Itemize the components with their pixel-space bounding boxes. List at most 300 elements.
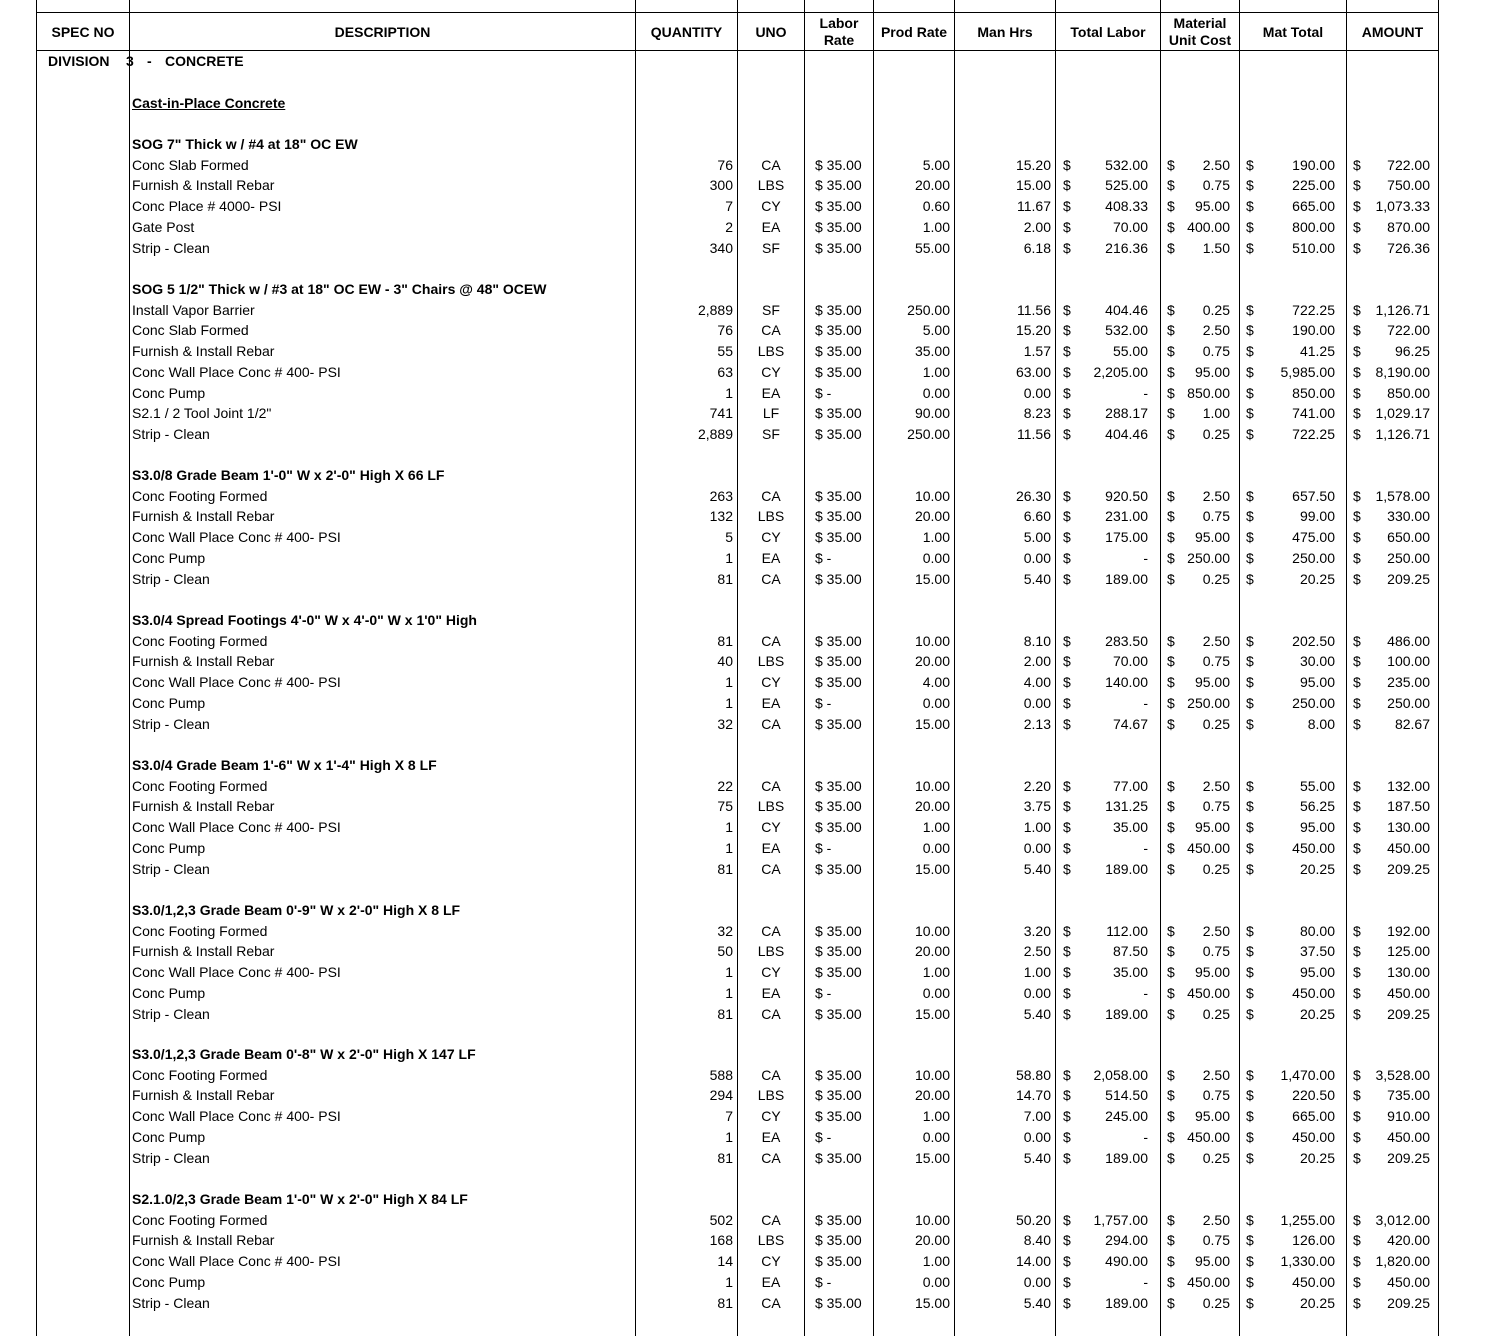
amount-dollar-sign: $	[1353, 716, 1361, 732]
mat-unit-cost-cell: 0.25	[1202, 571, 1230, 587]
line-item-description: Strip - Clean	[132, 1150, 210, 1166]
amount-dollar-sign: $	[1353, 695, 1361, 711]
mat-total-dollar-sign: $	[1246, 302, 1254, 318]
uno-cell: CA	[761, 1150, 781, 1166]
quantity-cell: 2,889	[697, 302, 733, 318]
labor-rate-cell: $ 35.00	[815, 1067, 862, 1083]
mat-unit-cost-cell: 95.00	[1194, 198, 1230, 214]
man-hrs-cell: 0.00	[1023, 840, 1051, 856]
amount-dollar-sign: $	[1353, 219, 1361, 235]
amount-dollar-sign: $	[1353, 550, 1361, 566]
mat-unit-cost-dollar-sign: $	[1167, 923, 1175, 939]
total-labor-cell: 231.00	[1105, 508, 1148, 524]
amount-cell: 1,126.71	[1375, 426, 1430, 442]
mat-total-cell: 510.00	[1292, 240, 1335, 256]
amount-dollar-sign: $	[1353, 240, 1361, 256]
amount-cell: 450.00	[1387, 1274, 1430, 1290]
quantity-cell: 1	[725, 550, 733, 566]
mat-unit-cost-dollar-sign: $	[1167, 322, 1175, 338]
mat-unit-cost-cell: 450.00	[1187, 985, 1230, 1001]
total-labor-dollar-sign: $	[1063, 219, 1071, 235]
amount-dollar-sign: $	[1353, 633, 1361, 649]
uno-cell: CY	[761, 198, 781, 214]
labor-rate-cell: $ 35.00	[815, 653, 862, 669]
labor-rate-cell: $ 35.00	[815, 529, 862, 545]
total-labor-dollar-sign: $	[1063, 385, 1071, 401]
amount-cell: 910.00	[1387, 1108, 1430, 1124]
mat-unit-cost-cell: 450.00	[1187, 1129, 1230, 1145]
mat-unit-cost-cell: 2.50	[1202, 923, 1230, 939]
mat-total-dollar-sign: $	[1246, 1006, 1254, 1022]
mat-total-dollar-sign: $	[1246, 240, 1254, 256]
labor-rate-cell: $ 35.00	[815, 177, 862, 193]
quantity-cell: 502	[709, 1212, 733, 1228]
uno-cell: CY	[761, 364, 781, 380]
uno-cell: CA	[761, 322, 781, 338]
labor-rate-cell: $ 35.00	[815, 571, 862, 587]
uno-cell: LBS	[757, 1232, 785, 1248]
mat-total-cell: 202.50	[1292, 633, 1335, 649]
mat-total-dollar-sign: $	[1246, 198, 1254, 214]
sheet-right-border	[1438, 0, 1439, 1336]
amount-dollar-sign: $	[1353, 177, 1361, 193]
mat-total-dollar-sign: $	[1246, 1067, 1254, 1083]
total-labor-dollar-sign: $	[1063, 302, 1071, 318]
total-labor-dollar-sign: $	[1063, 426, 1071, 442]
total-labor-cell: 189.00	[1105, 571, 1148, 587]
total-labor-dollar-sign: $	[1063, 1129, 1071, 1145]
mat-unit-cost-dollar-sign: $	[1167, 1253, 1175, 1269]
man-hrs-cell: 0.00	[1023, 1274, 1051, 1290]
line-item-description: Conc Footing Formed	[132, 633, 268, 649]
uno-cell: EA	[761, 1274, 781, 1290]
mat-total-cell: 99.00	[1299, 508, 1335, 524]
quantity-cell: 81	[717, 1295, 733, 1311]
man-hrs-cell: 11.56	[1017, 426, 1051, 442]
total-labor-dollar-sign: $	[1063, 674, 1071, 690]
total-labor-cell: 77.00	[1112, 778, 1148, 794]
quantity-cell: 340	[709, 240, 733, 256]
amount-cell: 722.00	[1387, 157, 1430, 173]
mat-unit-cost-dollar-sign: $	[1167, 778, 1175, 794]
mat-unit-cost-dollar-sign: $	[1167, 1006, 1175, 1022]
mat-total-cell: 1,470.00	[1280, 1067, 1335, 1083]
mat-unit-cost-dollar-sign: $	[1167, 177, 1175, 193]
mat-total-cell: 95.00	[1299, 964, 1335, 980]
mat-unit-cost-dollar-sign: $	[1167, 716, 1175, 732]
mat-unit-cost-cell: 0.25	[1202, 302, 1230, 318]
total-labor-dollar-sign: $	[1063, 488, 1071, 504]
labor-rate-cell: $ 35.00	[815, 364, 862, 380]
quantity-cell: 50	[717, 943, 733, 959]
mat-total-cell: 20.25	[1299, 1150, 1335, 1166]
total-labor-cell: 112.00	[1106, 923, 1148, 939]
total-labor-dollar-sign: $	[1063, 1067, 1071, 1083]
amount-cell: 1,029.17	[1375, 405, 1430, 421]
labor-rate-cell: $ 35.00	[815, 861, 862, 877]
mat-total-cell: 850.00	[1292, 385, 1335, 401]
uno-cell: EA	[761, 1129, 781, 1145]
labor-rate-cell: $ 35.00	[815, 219, 862, 235]
total-labor-dollar-sign: $	[1063, 716, 1071, 732]
line-item-description: Conc Pump	[132, 695, 206, 711]
mat-unit-cost-dollar-sign: $	[1167, 1295, 1175, 1311]
amount-cell: 1,073.33	[1375, 198, 1430, 214]
amount-cell: 132.00	[1387, 778, 1430, 794]
line-item-description: Conc Pump	[132, 840, 206, 856]
uno-cell: LBS	[757, 508, 785, 524]
prod-rate-cell: 10.00	[914, 488, 950, 504]
quantity-cell: 168	[709, 1232, 733, 1248]
total-labor-dollar-sign: $	[1063, 571, 1071, 587]
man-hrs-cell: 63.00	[1015, 364, 1051, 380]
mat-unit-cost-dollar-sign: $	[1167, 343, 1175, 359]
quantity-cell: 2	[725, 219, 733, 235]
mat-unit-cost-dollar-sign: $	[1167, 819, 1175, 835]
amount-cell: 209.25	[1387, 1006, 1430, 1022]
total-labor-cell: 70.00	[1112, 653, 1148, 669]
mat-unit-cost-dollar-sign: $	[1167, 219, 1175, 235]
amount-cell: 209.25	[1387, 1295, 1430, 1311]
mat-total-cell: 95.00	[1299, 819, 1335, 835]
man-hrs-cell: 15.00	[1015, 177, 1051, 193]
quantity-cell: 588	[709, 1067, 733, 1083]
prod-rate-cell: 15.00	[914, 1150, 950, 1166]
line-item-description: S2.1 / 2 Tool Joint 1/2"	[132, 405, 272, 421]
uno-cell: EA	[761, 385, 781, 401]
amount-dollar-sign: $	[1353, 964, 1361, 980]
col-divider	[804, 0, 805, 1336]
line-item-description: Conc Slab Formed	[132, 322, 249, 338]
total-labor-cell: 74.67	[1112, 716, 1148, 732]
amount-dollar-sign: $	[1353, 1067, 1361, 1083]
mat-unit-cost-cell: 95.00	[1194, 819, 1230, 835]
total-labor-cell: 189.00	[1105, 1006, 1148, 1022]
total-labor-cell: 1,757.00	[1093, 1212, 1148, 1228]
total-labor-dollar-sign: $	[1063, 550, 1071, 566]
mat-unit-cost-dollar-sign: $	[1167, 571, 1175, 587]
man-hrs-cell: 7.00	[1023, 1108, 1051, 1124]
total-labor-dollar-sign: $	[1063, 343, 1071, 359]
amount-cell: 125.00	[1387, 943, 1430, 959]
mat-total-dollar-sign: $	[1246, 508, 1254, 524]
man-hrs-cell: 2.50	[1023, 943, 1051, 959]
total-labor-dollar-sign: $	[1063, 1212, 1071, 1228]
mat-unit-cost-dollar-sign: $	[1167, 1232, 1175, 1248]
header-quantity: QUANTITY	[650, 23, 723, 40]
mat-total-cell: 5,985.00	[1280, 364, 1335, 380]
amount-cell: 130.00	[1387, 819, 1430, 835]
amount-dollar-sign: $	[1353, 385, 1361, 401]
quantity-cell: 75	[717, 798, 733, 814]
mat-total-dollar-sign: $	[1246, 861, 1254, 877]
prod-rate-cell: 1.00	[922, 1253, 950, 1269]
uno-cell: CA	[761, 1295, 781, 1311]
total-labor-cell: -	[1143, 985, 1148, 1001]
uno-cell: CA	[761, 1006, 781, 1022]
quantity-cell: 81	[717, 1006, 733, 1022]
total-labor-cell: -	[1143, 550, 1148, 566]
mat-unit-cost-dollar-sign: $	[1167, 385, 1175, 401]
quantity-cell: 63	[717, 364, 733, 380]
line-item-description: Conc Wall Place Conc # 400- PSI	[132, 1108, 341, 1124]
mat-unit-cost-cell: 2.50	[1202, 1067, 1230, 1083]
labor-rate-cell: $ -	[815, 385, 832, 401]
line-item-description: Strip - Clean	[132, 1006, 210, 1022]
total-labor-dollar-sign: $	[1063, 653, 1071, 669]
mat-total-cell: 741.00	[1292, 405, 1335, 421]
amount-cell: 1,126.71	[1375, 302, 1430, 318]
amount-cell: 187.50	[1387, 798, 1430, 814]
header-amount: AMOUNT	[1361, 23, 1424, 40]
amount-dollar-sign: $	[1353, 322, 1361, 338]
prod-rate-cell: 20.00	[914, 1232, 950, 1248]
uno-cell: CY	[761, 1253, 781, 1269]
line-item-description: Furnish & Install Rebar	[132, 1232, 275, 1248]
amount-cell: 486.00	[1387, 633, 1430, 649]
section-title: SOG 5 1/2" Thick w / #3 at 18" OC EW - 3" Chairs @ 48" OCEW	[132, 281, 547, 297]
prod-rate-cell: 15.00	[914, 861, 950, 877]
man-hrs-cell: 50.20	[1015, 1212, 1051, 1228]
labor-rate-cell: $ 35.00	[815, 322, 862, 338]
man-hrs-cell: 1.00	[1023, 819, 1051, 835]
mat-total-cell: 190.00	[1292, 157, 1335, 173]
line-item-description: Conc Pump	[132, 1274, 206, 1290]
amount-cell: 450.00	[1387, 840, 1430, 856]
mat-unit-cost-cell: 95.00	[1194, 529, 1230, 545]
man-hrs-cell: 4.00	[1023, 674, 1051, 690]
col-divider	[635, 0, 636, 1336]
prod-rate-cell: 5.00	[922, 157, 950, 173]
prod-rate-cell: 15.00	[914, 1006, 950, 1022]
total-labor-dollar-sign: $	[1063, 985, 1071, 1001]
mat-total-cell: 55.00	[1299, 778, 1335, 794]
mat-total-dollar-sign: $	[1246, 385, 1254, 401]
amount-cell: 750.00	[1387, 177, 1430, 193]
mat-unit-cost-cell: 95.00	[1194, 364, 1230, 380]
mat-unit-cost-cell: 0.75	[1202, 177, 1230, 193]
mat-unit-cost-cell: 450.00	[1187, 1274, 1230, 1290]
amount-dollar-sign: $	[1353, 985, 1361, 1001]
total-labor-dollar-sign: $	[1063, 508, 1071, 524]
mat-total-dollar-sign: $	[1246, 633, 1254, 649]
prod-rate-cell: 1.00	[922, 364, 950, 380]
prod-rate-cell: 5.00	[922, 322, 950, 338]
amount-cell: 130.00	[1387, 964, 1430, 980]
labor-rate-cell: $ -	[815, 695, 832, 711]
mat-total-cell: 126.00	[1292, 1232, 1335, 1248]
mat-total-dollar-sign: $	[1246, 923, 1254, 939]
mat-unit-cost-cell: 250.00	[1187, 695, 1230, 711]
amount-cell: 209.25	[1387, 861, 1430, 877]
total-labor-dollar-sign: $	[1063, 964, 1071, 980]
total-labor-cell: 408.33	[1105, 198, 1148, 214]
prod-rate-cell: 10.00	[914, 778, 950, 794]
amount-dollar-sign: $	[1353, 861, 1361, 877]
labor-rate-cell: $ 35.00	[815, 426, 862, 442]
man-hrs-cell: 5.00	[1023, 529, 1051, 545]
uno-cell: EA	[761, 840, 781, 856]
mat-unit-cost-cell: 400.00	[1187, 219, 1230, 235]
quantity-cell: 1	[725, 985, 733, 1001]
mat-total-cell: 20.25	[1299, 571, 1335, 587]
mat-total-cell: 450.00	[1292, 985, 1335, 1001]
mat-total-dollar-sign: $	[1246, 840, 1254, 856]
mat-unit-cost-cell: 0.75	[1202, 1232, 1230, 1248]
col-divider	[1239, 0, 1240, 1336]
quantity-cell: 40	[717, 653, 733, 669]
uno-cell: EA	[761, 695, 781, 711]
section-title: S3.0/1,2,3 Grade Beam 0'-8" W x 2'-0" High X 147 LF	[132, 1046, 476, 1062]
amount-dollar-sign: $	[1353, 529, 1361, 545]
mat-total-dollar-sign: $	[1246, 219, 1254, 235]
mat-unit-cost-dollar-sign: $	[1167, 1212, 1175, 1228]
mat-unit-cost-cell: 450.00	[1187, 840, 1230, 856]
total-labor-cell: 245.00	[1105, 1108, 1148, 1124]
quantity-cell: 81	[717, 633, 733, 649]
line-item-description: Conc Footing Formed	[132, 1212, 268, 1228]
amount-cell: 3,528.00	[1375, 1067, 1430, 1083]
amount-dollar-sign: $	[1353, 1274, 1361, 1290]
man-hrs-cell: 14.00	[1015, 1253, 1051, 1269]
mat-unit-cost-dollar-sign: $	[1167, 943, 1175, 959]
man-hrs-cell: 58.80	[1015, 1067, 1051, 1083]
mat-total-cell: 250.00	[1292, 550, 1335, 566]
uno-cell: CY	[761, 674, 781, 690]
prod-rate-cell: 20.00	[914, 943, 950, 959]
total-labor-cell: 404.46	[1105, 302, 1148, 318]
amount-cell: 330.00	[1387, 508, 1430, 524]
prod-rate-cell: 35.00	[914, 343, 950, 359]
mat-total-cell: 450.00	[1292, 1129, 1335, 1145]
header-material-unit-cost: Material Unit Cost	[1168, 15, 1232, 48]
amount-dollar-sign: $	[1353, 1150, 1361, 1166]
mat-total-dollar-sign: $	[1246, 653, 1254, 669]
man-hrs-cell: 11.56	[1017, 302, 1051, 318]
uno-cell: LBS	[757, 653, 785, 669]
mat-unit-cost-cell: 0.75	[1202, 508, 1230, 524]
prod-rate-cell: 20.00	[914, 508, 950, 524]
man-hrs-cell: 11.67	[1017, 198, 1051, 214]
quantity-cell: 2,889	[697, 426, 733, 442]
mat-total-cell: 1,330.00	[1280, 1253, 1335, 1269]
total-labor-dollar-sign: $	[1063, 923, 1071, 939]
amount-cell: 650.00	[1387, 529, 1430, 545]
uno-cell: CY	[761, 529, 781, 545]
mat-total-dollar-sign: $	[1246, 1150, 1254, 1166]
mat-unit-cost-cell: 2.50	[1202, 488, 1230, 504]
quantity-cell: 76	[717, 322, 733, 338]
mat-total-dollar-sign: $	[1246, 674, 1254, 690]
man-hrs-cell: 2.13	[1023, 716, 1051, 732]
header-total-labor: Total Labor	[1070, 23, 1146, 40]
labor-rate-cell: $ 35.00	[815, 1295, 862, 1311]
uno-cell: CA	[761, 488, 781, 504]
quantity-cell: 76	[717, 157, 733, 173]
total-labor-cell: 514.50	[1105, 1087, 1148, 1103]
mat-unit-cost-cell: 2.50	[1202, 778, 1230, 794]
quantity-cell: 294	[709, 1087, 733, 1103]
col-divider	[1055, 0, 1056, 1336]
prod-rate-cell: 55.00	[914, 240, 950, 256]
mat-unit-cost-cell: 1.00	[1202, 405, 1230, 421]
col-divider	[1346, 0, 1347, 1336]
mat-unit-cost-dollar-sign: $	[1167, 550, 1175, 566]
labor-rate-cell: $ 35.00	[815, 488, 862, 504]
amount-cell: 82.67	[1394, 716, 1430, 732]
amount-dollar-sign: $	[1353, 198, 1361, 214]
line-item-description: Strip - Clean	[132, 571, 210, 587]
mat-unit-cost-dollar-sign: $	[1167, 1087, 1175, 1103]
section-title: S2.1.0/2,3 Grade Beam 1'-0" W x 2'-0" High X 84 LF	[132, 1191, 468, 1207]
mat-total-dollar-sign: $	[1246, 819, 1254, 835]
mat-total-cell: 665.00	[1292, 1108, 1335, 1124]
labor-rate-cell: $ 35.00	[815, 198, 862, 214]
amount-cell: 250.00	[1387, 695, 1430, 711]
labor-rate-cell: $ 35.00	[815, 405, 862, 421]
amount-cell: 850.00	[1387, 385, 1430, 401]
uno-cell: EA	[761, 550, 781, 566]
mat-total-cell: 30.00	[1299, 653, 1335, 669]
mat-total-dollar-sign: $	[1246, 157, 1254, 173]
amount-cell: 1,820.00	[1375, 1253, 1430, 1269]
total-labor-cell: -	[1143, 1129, 1148, 1145]
mat-unit-cost-dollar-sign: $	[1167, 861, 1175, 877]
line-item-description: Strip - Clean	[132, 716, 210, 732]
total-labor-dollar-sign: $	[1063, 798, 1071, 814]
division-name: CONCRETE	[165, 53, 244, 69]
man-hrs-cell: 2.20	[1023, 778, 1051, 794]
quantity-cell: 81	[717, 571, 733, 587]
labor-rate-cell: $ 35.00	[815, 1108, 862, 1124]
uno-cell: CA	[761, 633, 781, 649]
prod-rate-cell: 250.00	[907, 302, 950, 318]
division-number: 3	[126, 53, 134, 69]
mat-unit-cost-cell: 2.50	[1202, 1212, 1230, 1228]
amount-dollar-sign: $	[1353, 943, 1361, 959]
line-item-description: Conc Wall Place Conc # 400- PSI	[132, 1253, 341, 1269]
amount-cell: 96.25	[1394, 343, 1430, 359]
mat-total-cell: 190.00	[1292, 322, 1335, 338]
mat-total-cell: 800.00	[1292, 219, 1335, 235]
mat-total-cell: 722.25	[1292, 426, 1335, 442]
labor-rate-cell: $ 35.00	[815, 1253, 862, 1269]
total-labor-cell: 920.50	[1105, 488, 1148, 504]
mat-unit-cost-cell: 0.25	[1202, 1150, 1230, 1166]
mat-unit-cost-cell: 0.75	[1202, 343, 1230, 359]
man-hrs-cell: 2.00	[1023, 219, 1051, 235]
amount-dollar-sign: $	[1353, 1108, 1361, 1124]
mat-unit-cost-dollar-sign: $	[1167, 1067, 1175, 1083]
total-labor-cell: -	[1143, 1274, 1148, 1290]
total-labor-dollar-sign: $	[1063, 364, 1071, 380]
man-hrs-cell: 3.20	[1023, 923, 1051, 939]
amount-cell: 209.25	[1387, 1150, 1430, 1166]
total-labor-dollar-sign: $	[1063, 157, 1071, 173]
mat-total-dollar-sign: $	[1246, 964, 1254, 980]
mat-total-dollar-sign: $	[1246, 1087, 1254, 1103]
amount-cell: 450.00	[1387, 985, 1430, 1001]
total-labor-cell: 216.36	[1105, 240, 1148, 256]
uno-cell: EA	[761, 985, 781, 1001]
labor-rate-cell: $ 35.00	[815, 157, 862, 173]
header-description: DESCRIPTION	[334, 23, 431, 40]
quantity-cell: 81	[717, 861, 733, 877]
mat-unit-cost-cell: 0.25	[1202, 716, 1230, 732]
total-labor-cell: 2,205.00	[1093, 364, 1148, 380]
mat-unit-cost-cell: 95.00	[1194, 1253, 1230, 1269]
mat-total-cell: 722.25	[1292, 302, 1335, 318]
